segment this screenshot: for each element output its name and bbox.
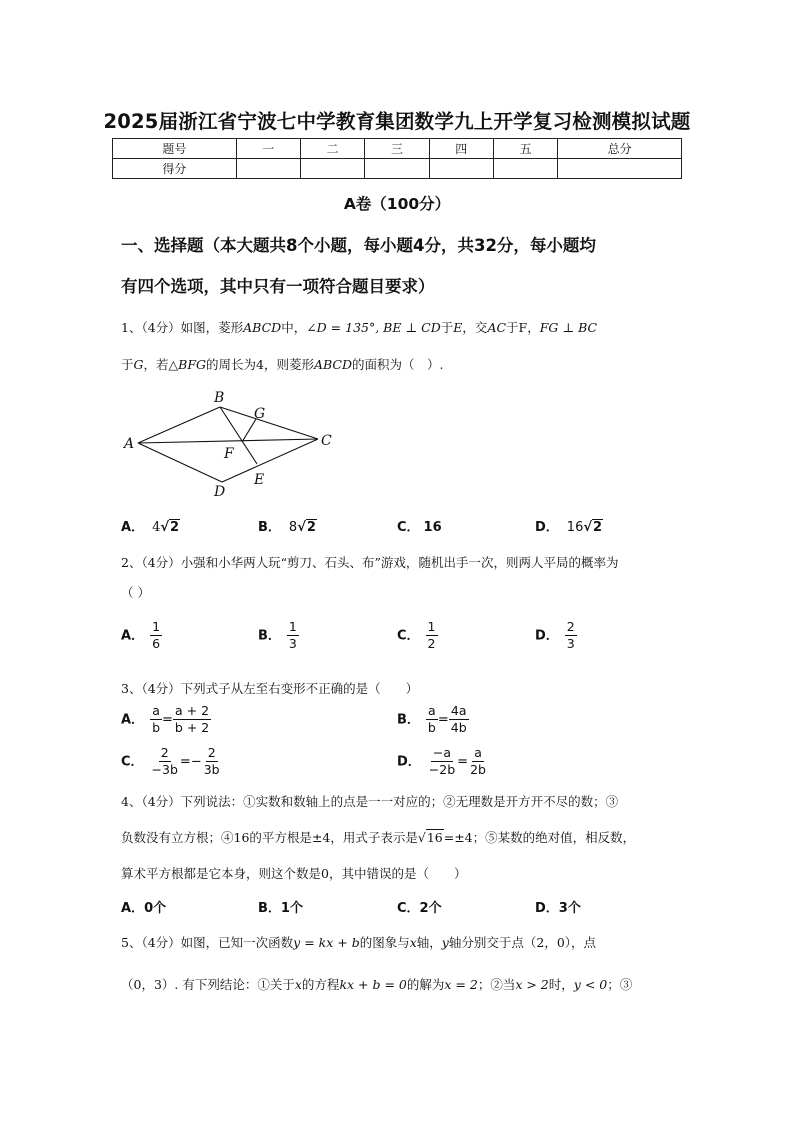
section-a-heading: A卷（100分） xyxy=(343,195,451,213)
operator: =− xyxy=(179,754,202,770)
q2-option-b[interactable] xyxy=(258,620,299,652)
score-header-cell: 四 xyxy=(429,139,493,159)
rhombus-figure xyxy=(118,386,348,504)
q4-radicand: 16 xyxy=(426,830,443,845)
fraction xyxy=(468,746,488,778)
option-radicand: 2 xyxy=(593,520,603,535)
q5-text: 的方程 xyxy=(301,977,340,992)
label-e: E xyxy=(254,472,265,488)
q4-option-d[interactable] xyxy=(535,897,581,916)
numerator: a + 2 xyxy=(173,704,211,720)
fraction xyxy=(202,746,222,778)
score-header-cell: 五 xyxy=(493,139,557,159)
fraction xyxy=(427,746,457,778)
numerator: 2 xyxy=(159,746,171,762)
label-g: G xyxy=(254,406,266,422)
option-text: 3个 xyxy=(558,901,581,916)
numerator: a xyxy=(150,704,162,720)
q1-line2 xyxy=(121,355,443,373)
q1-math: AC xyxy=(487,320,507,335)
numerator: a xyxy=(472,746,484,762)
q5-line1 xyxy=(121,933,596,951)
operator: = xyxy=(437,712,449,728)
numerator: −a xyxy=(431,746,453,762)
score-cell[interactable] xyxy=(558,159,682,179)
exam-title: 2025届浙江省宁波七中学教育集团数学九上开学复习检测模拟试题 xyxy=(103,110,691,133)
q5-text: 轴， xyxy=(416,935,442,950)
option-letter: D． xyxy=(535,901,559,916)
q2-option-a[interactable] xyxy=(121,620,162,652)
q1-text: 的面积为（ ）. xyxy=(352,357,444,372)
q1-math: △BFG xyxy=(168,357,206,372)
fraction xyxy=(287,620,299,652)
option-letter: A． xyxy=(121,628,145,644)
q4-text: =±4；⑤某数的绝对值，相反数， xyxy=(443,830,636,845)
label-f: F xyxy=(224,446,234,462)
q5-math: x > 2 xyxy=(515,977,549,992)
score-table xyxy=(112,138,682,179)
numerator: 2 xyxy=(206,746,218,762)
option-text: 16 xyxy=(423,520,442,535)
option-coef: 8 xyxy=(288,520,298,535)
score-header-cell: 二 xyxy=(300,139,364,159)
q3-option-b[interactable] xyxy=(397,704,469,736)
q1-text: 于 xyxy=(121,357,134,372)
denominator: b + 2 xyxy=(174,720,210,736)
q4-line3: 算术平方根都是它本身，则这个数是0，其中错误的是（ ） xyxy=(121,866,467,881)
option-radicand: 2 xyxy=(170,520,180,535)
fraction xyxy=(150,620,162,652)
q4-line2: 负数没有立方根；④16的平方根是±4，用式子表示是√16=±4；⑤某数的绝对值，相反数， xyxy=(121,830,636,845)
q1-option-b[interactable]: B． 8√2 xyxy=(258,520,316,535)
option-letter: A． xyxy=(121,901,145,916)
q5-text: 5、（4分）如图，已知一次函数 xyxy=(121,935,294,950)
q5-math: y = kx + b xyxy=(293,935,360,950)
option-text: 2个 xyxy=(419,901,442,916)
option-letter: A． xyxy=(121,712,145,728)
denominator: b xyxy=(152,720,160,736)
q5-math: y xyxy=(441,935,449,950)
label-b: B xyxy=(214,390,225,406)
q1-text: 中， xyxy=(281,320,307,335)
q1-option-c[interactable] xyxy=(397,516,442,535)
q5-math: x = 2 xyxy=(444,977,478,992)
fraction xyxy=(426,704,438,736)
q1-text: 于F， xyxy=(506,320,540,335)
option-coef: 4 xyxy=(152,520,161,535)
q1-text: ，交 xyxy=(462,320,488,335)
q5-text: 的解为 xyxy=(406,977,445,992)
denominator: 3 xyxy=(566,636,575,652)
score-row-label: 得分 xyxy=(113,159,237,179)
q1-math: E xyxy=(453,320,463,335)
option-letter: C． xyxy=(397,520,420,535)
fraction xyxy=(173,704,211,736)
option-letter: D． xyxy=(535,628,559,644)
numerator: 2 xyxy=(565,620,577,636)
q5-text: ；②当 xyxy=(477,977,516,992)
q3-option-c[interactable] xyxy=(121,746,222,778)
numerator: 1 xyxy=(287,620,299,636)
q2-option-c[interactable] xyxy=(397,620,438,652)
operator: = xyxy=(162,712,173,728)
q5-math: x xyxy=(294,977,302,992)
denominator: 6 xyxy=(152,636,161,652)
score-header-cell: 一 xyxy=(236,139,300,159)
q1-math: ∠D = 135°, BE ⊥ CD xyxy=(306,320,441,335)
denominator: 3b xyxy=(203,762,220,778)
option-letter: A． xyxy=(121,520,145,535)
q1-text: 于 xyxy=(440,320,454,335)
q1-text: 的周长为4，则菱形 xyxy=(206,357,314,372)
option-letter: C． xyxy=(121,754,144,770)
q1-math: ABCD xyxy=(243,320,282,335)
numerator: 1 xyxy=(150,620,162,636)
fraction xyxy=(565,620,577,652)
option-letter: C． xyxy=(397,901,420,916)
q2-line1: 2、（4分）小强和小华两人玩“剪刀、石头、布”游戏，随机出手一次，则两人平局的概率为 xyxy=(121,555,619,570)
q5-text: 的图象与 xyxy=(359,935,410,950)
q1-math: G xyxy=(133,357,144,372)
label-d: D xyxy=(214,484,226,500)
denominator: −2b xyxy=(428,762,456,778)
q4-line1: 4、（4分）下列说法：①实数和数轴上的点是一一对应的；②无理数是开方开不尽的数；③ xyxy=(121,794,619,809)
option-letter: C． xyxy=(397,628,420,644)
q2-option-d[interactable] xyxy=(535,620,577,652)
part1-heading-line2: 有四个选项，其中只有一项符合题目要求） xyxy=(121,277,435,296)
option-text: 0个 xyxy=(144,901,167,916)
option-letter: B． xyxy=(258,520,281,535)
option-text: 1个 xyxy=(280,901,303,916)
q5-text: 轴分别交于点（2，0），点 xyxy=(448,935,597,950)
q1-text: 1、（4分）如图，菱形 xyxy=(121,320,244,335)
q5-text: （0，3）. 有下列结论：①关于 xyxy=(121,977,295,992)
numerator: a xyxy=(426,704,438,720)
q5-math: kx + b = 0 xyxy=(339,977,407,992)
score-header-cell: 总分 xyxy=(558,139,682,159)
q1-line1 xyxy=(121,318,597,336)
q5-math: y < 0 xyxy=(573,977,608,992)
denominator: 2 xyxy=(427,636,436,652)
score-cell[interactable] xyxy=(365,159,429,179)
q3-option-d[interactable] xyxy=(397,746,488,778)
q4-option-b[interactable] xyxy=(258,897,303,916)
score-header-cell: 题号 xyxy=(113,139,237,159)
part1-heading-line1: 一、选择题（本大题共8个小题，每小题4分，共32分，每小题均 xyxy=(121,236,596,255)
fraction xyxy=(449,704,469,736)
q5-text: ；③ xyxy=(607,977,633,992)
fraction xyxy=(150,746,180,778)
option-letter: D． xyxy=(397,754,421,770)
option-letter: B． xyxy=(258,628,281,644)
label-a: A xyxy=(124,436,135,452)
q3-line1: 3、（4分）下列式子从左至右变形不正确的是（ ） xyxy=(121,681,419,696)
q1-text: ，若 xyxy=(143,357,169,372)
option-letter: B． xyxy=(397,712,420,728)
denominator: b xyxy=(427,720,436,736)
score-header-cell: 三 xyxy=(365,139,429,159)
denominator: 4b xyxy=(450,720,467,736)
option-coef: 16 xyxy=(566,520,584,535)
label-c: C xyxy=(321,433,332,449)
score-cell[interactable] xyxy=(236,159,300,179)
denominator: 3 xyxy=(288,636,297,652)
q1-option-d[interactable]: D． 16√2 xyxy=(535,520,603,535)
q5-text: 时， xyxy=(548,977,574,992)
q4-option-c[interactable] xyxy=(397,897,442,916)
q1-math: FG ⊥ BC xyxy=(539,320,598,335)
score-cell[interactable] xyxy=(300,159,364,179)
score-cell[interactable] xyxy=(429,159,493,179)
q4-option-a[interactable] xyxy=(121,897,166,916)
q1-option-a[interactable]: A． 4√2 xyxy=(121,520,180,535)
denominator: −3b xyxy=(151,762,178,778)
option-letter: B． xyxy=(258,901,281,916)
denominator: 2b xyxy=(470,762,486,778)
numerator: 1 xyxy=(426,620,438,636)
fraction xyxy=(150,704,162,736)
q5-math: x xyxy=(409,935,417,950)
option-letter: D． xyxy=(535,520,559,535)
score-table-header-row xyxy=(113,139,682,159)
score-table-score-row xyxy=(113,159,682,179)
q4-text: 负数没有立方根；④16的平方根是±4，用式子表示是 xyxy=(121,830,418,845)
q5-line2 xyxy=(121,975,632,993)
operator: = xyxy=(457,754,469,770)
q3-option-a[interactable] xyxy=(121,704,211,736)
q1-math: ABCD xyxy=(313,357,352,372)
fraction xyxy=(426,620,438,652)
numerator: 4a xyxy=(449,704,469,720)
q2-line2: （ ） xyxy=(121,585,150,600)
option-radicand: 2 xyxy=(306,520,316,535)
score-cell[interactable] xyxy=(493,159,557,179)
